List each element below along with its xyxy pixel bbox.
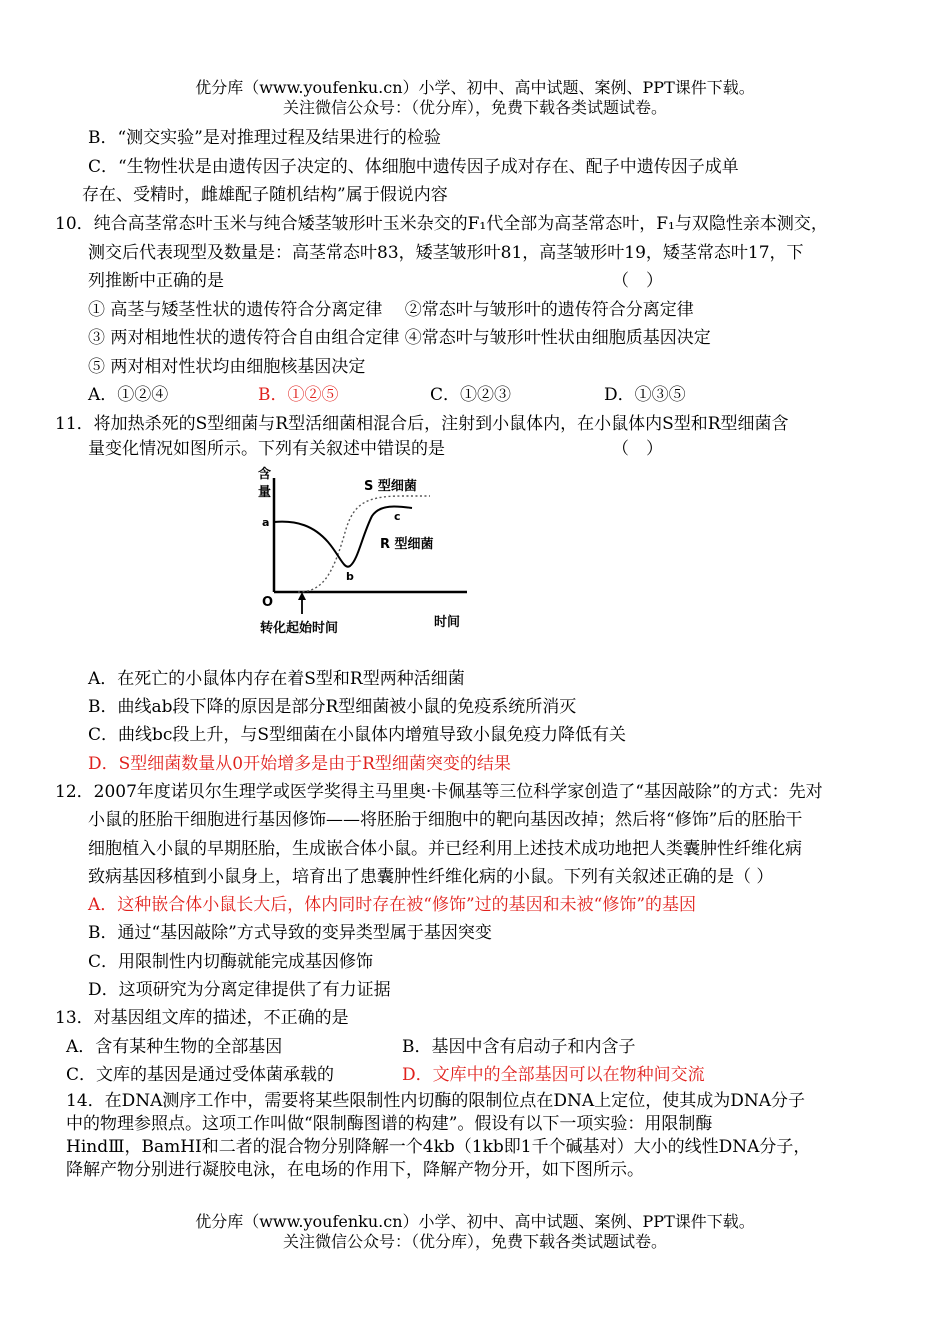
q12-stem-line4: 致病基因移植到小鼠身上，培育出了患囊肿性纤维化病的小鼠。下列有关叙述正确的是（ ）	[88, 867, 774, 887]
q14-stem-line3: HindⅢ，BamHI和二者的混合物分别降解一个4kb（1kb即1千个碱基对）大小的线性DNA分子，	[66, 1137, 811, 1157]
q11-option-c: C．曲线bc段上升，与S型细菌在小鼠体内增殖导致小鼠免疫力降低有关	[88, 725, 627, 745]
footer-line-2: 关注微信公众号：（优分库），免费下载各类试题试卷。	[282, 1232, 667, 1251]
header-line-1: 优分库（www.youfenku.cn）小学、初中、高中试题、案例、PPT课件下载。	[195, 78, 755, 97]
q12-stem-line2: 小鼠的胚胎干细胞进行基因修饰——将胚胎于细胞中的靶向基因改掉；然后将“修饰”后的胚胎干	[88, 810, 803, 830]
bacteria-count-graph	[252, 466, 492, 646]
q10-statement-2: ③ 两对相地性状的遗传符合自由组合定律 ④常态叶与皱形叶性状由细胞质基因决定	[88, 328, 711, 348]
q10-statement-3: ⑤ 两对相对性状均由细胞核基因决定	[88, 357, 366, 377]
q12-option-c: C．用限制性内切酶就能完成基因修饰	[88, 952, 374, 972]
q14-stem-line4: 降解产物分别进行凝胶电泳，在电场的作用下，降解产物分开，如下图所示。	[66, 1160, 644, 1180]
y-axis-label-2: 量	[258, 485, 272, 500]
point-a-label: a	[262, 516, 270, 529]
q10-statement-1: ① 高茎与矮茎性状的遗传符合分离定律 ②常态叶与皱形叶的遗传符合分离定律	[88, 300, 694, 320]
r-bacteria-label: R 型细菌	[380, 537, 434, 552]
header-line-2: 关注微信公众号：（优分库），免费下载各类试题试卷。	[282, 98, 667, 117]
q10-option-b: B．①②⑤	[258, 385, 339, 405]
point-b-label: b	[346, 570, 354, 583]
q9-option-b: B．“测交实验”是对推理过程及结果进行的检验	[88, 128, 441, 148]
q13-option-c: C．文库的基因是通过受体菌承载的	[66, 1065, 335, 1085]
q12-option-b: B．通过“基因敲除”方式导致的变异类型属于基因突变	[88, 923, 492, 943]
s-bacteria-label: S 型细菌	[364, 479, 417, 494]
q13-option-d: D．文库中的全部基因可以在物种间交流	[402, 1065, 705, 1085]
q12-stem-line1: 12．2007年度诺贝尔生理学或医学奖得主马里奥·卡佩基等三位科学家创造了“基因敲除”的方式：先对	[55, 782, 823, 802]
q10-option-a: A．①②④	[88, 385, 169, 405]
q14-stem-line2: 中的物理参照点。这项工作叫做“限制酶图谱的构建”。假设有以下一项实验：用限制酶	[66, 1114, 713, 1134]
q10-stem-line2: 测交后代表现型及数量是：高茎常态叶83，矮茎皱形叶81，高茎皱形叶19，矮茎常态叶17，下	[88, 243, 804, 263]
q11-option-b: B．曲线ab段下降的原因是部分R型细菌被小鼠的免疫系统所消灭	[88, 697, 577, 717]
q10-stem-line1: 10．纯合高茎常态叶玉米与纯合矮茎皱形叶玉米杂交的F₁代全部为高茎常态叶，F₁与双隐性亲本测交，	[55, 214, 828, 234]
y-axis-label-1: 含	[258, 467, 272, 482]
q11-option-d: D．S型细菌数量从0开始增多是由于R型细菌突变的结果	[88, 754, 511, 774]
q11-option-a: A．在死亡的小鼠体内存在着S型和R型两种活细菌	[88, 669, 465, 689]
footer-line-1: 优分库（www.youfenku.cn）小学、初中、高中试题、案例、PPT课件下载。	[195, 1212, 755, 1231]
q10-option-d: D．①③⑤	[604, 385, 686, 405]
x-axis-label: 时间	[434, 615, 461, 630]
q12-option-a: A．这种嵌合体小鼠长大后，体内同时存在被“修饰”过的基因和未被“修饰”的基因	[88, 895, 697, 915]
q9-option-c-line1: C．“生物性状是由遗传因子决定的、体细胞中遗传因子成对存在、配子中遗传因子成单	[88, 157, 739, 177]
q14-stem-line1: 14．在DNA测序工作中，需要将某些限制性内切酶的限制位点在DNA上定位，使其成为DNA分子	[66, 1091, 805, 1111]
start-time-label: 转化起始时间	[260, 621, 339, 636]
q13-option-b: B．基因中含有启动子和内含子	[402, 1037, 636, 1057]
q11-answer-blank: （ ）	[612, 439, 663, 459]
q10-stem-line3: 列推断中正确的是	[88, 271, 224, 291]
q13-option-a: A．含有某种生物的全部基因	[66, 1037, 283, 1057]
point-c-label: c	[394, 510, 401, 523]
q13-stem: 13．对基因组文库的描述，不正确的是	[55, 1008, 349, 1028]
q12-option-d: D．这项研究为分离定律提供了有力证据	[88, 980, 391, 1000]
q10-option-c: C．①②③	[430, 385, 512, 405]
q12-stem-line3: 细胞植入小鼠的早期胚胎，生成嵌合体小鼠。并已经利用上述技术成功地把人类囊肿性纤维化病	[88, 839, 802, 859]
q10-answer-blank: （ ）	[612, 271, 663, 291]
origin-label: O	[262, 595, 274, 610]
q11-stem-line1: 11．将加热杀死的S型细菌与R型活细菌相混合后，注射到小鼠体内，在小鼠体内S型和R型细菌含	[55, 414, 789, 434]
q11-stem-line2: 量变化情况如图所示。下列有关叙述中错误的是	[88, 439, 445, 459]
q9-option-c-line2: 存在、受精时，雌雄配子随机结构”属于假说内容	[82, 185, 448, 205]
